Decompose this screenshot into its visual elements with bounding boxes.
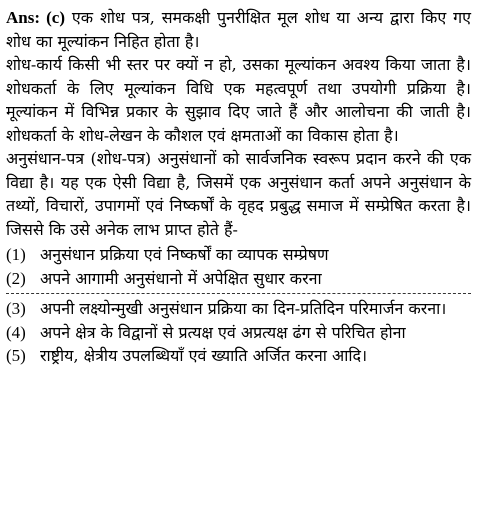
list-item-text: अपने आगामी अनुसंधानो में अपेक्षित सुधार करना (40, 268, 322, 288)
list-item-text: अनुसंधान प्रक्रिया एवं निष्कर्षों का व्यापक सम्प्रेषण (40, 245, 329, 264)
list-item-number: (2) (6, 268, 26, 288)
list-item (6, 267, 471, 291)
list-item-text: राष्ट्रीय, क्षेत्रीय उपलब्धियाँ एवं ख्याति अर्जित करना आदि। (40, 346, 368, 365)
answer-text: एक शोध पत्र, समकक्षी पुनरीक्षित मूल शोध या अन्य द्वारा किए गए शोध का मूल्यांकन निहित होता है। (6, 8, 471, 51)
list-item-number: (3) (6, 299, 26, 318)
list-item-number: (4) (6, 322, 26, 342)
list-item-text: अपनी लक्ष्योन्मुखी अनुसंधान प्रक्रिया का दिन-प्रतिदिन परिमार्जन करना। (40, 299, 447, 318)
list-item-number: (5) (6, 346, 26, 365)
list-item-text: अपने क्षेत्र के विद्वानों से प्रत्यक्ष एवं अप्रत्यक्ष ढंग से परिचित होना (40, 322, 406, 342)
list-item-number: (1) (6, 245, 26, 264)
section-divider (6, 293, 471, 294)
list-item (6, 243, 471, 267)
research-paper-paragraph: अनुसंधान-पत्र (शोध-पत्र) अनुसंधानों को सार्वजनिक स्वरूप प्रदान करने की एक विद्या है। यह एक ऐसी विद्या है, जिसमें एक अनुसंधान कर्ता अपने अनुसंधान के तथ्यों, विचारों, उपागमों एवं निष्कर्षों के वृहद प्रबुद्ध समाज में सम्प्रेषित करता है। जिससे कि उसे अनेक लाभ प्राप्त होते हैं- (6, 149, 471, 239)
benefits-list (6, 243, 471, 290)
list-item (6, 297, 471, 321)
answer-label: Ans: (c) (6, 8, 65, 27)
list-item (6, 321, 471, 345)
benefits-list-continued (6, 297, 471, 368)
list-item (6, 344, 471, 368)
evaluation-paragraph: शोध-कार्य किसी भी स्तर पर क्यों न हो, उसका मूल्यांकन अवश्य किया जाता है। शोधकर्ता के लिए मूल्यांकन विधि एक महत्वपूर्ण तथा उपयोगी प्रक्रिया है। मूल्यांकन में विभिन्न प्रकार के सुझाव दिए जाते हैं और आलोचना की जाती है। शोधकर्ता के शोध-लेखन के कौशल एवं क्षमताओं का विकास होता है। (6, 55, 471, 145)
answer-paragraph (6, 6, 471, 53)
